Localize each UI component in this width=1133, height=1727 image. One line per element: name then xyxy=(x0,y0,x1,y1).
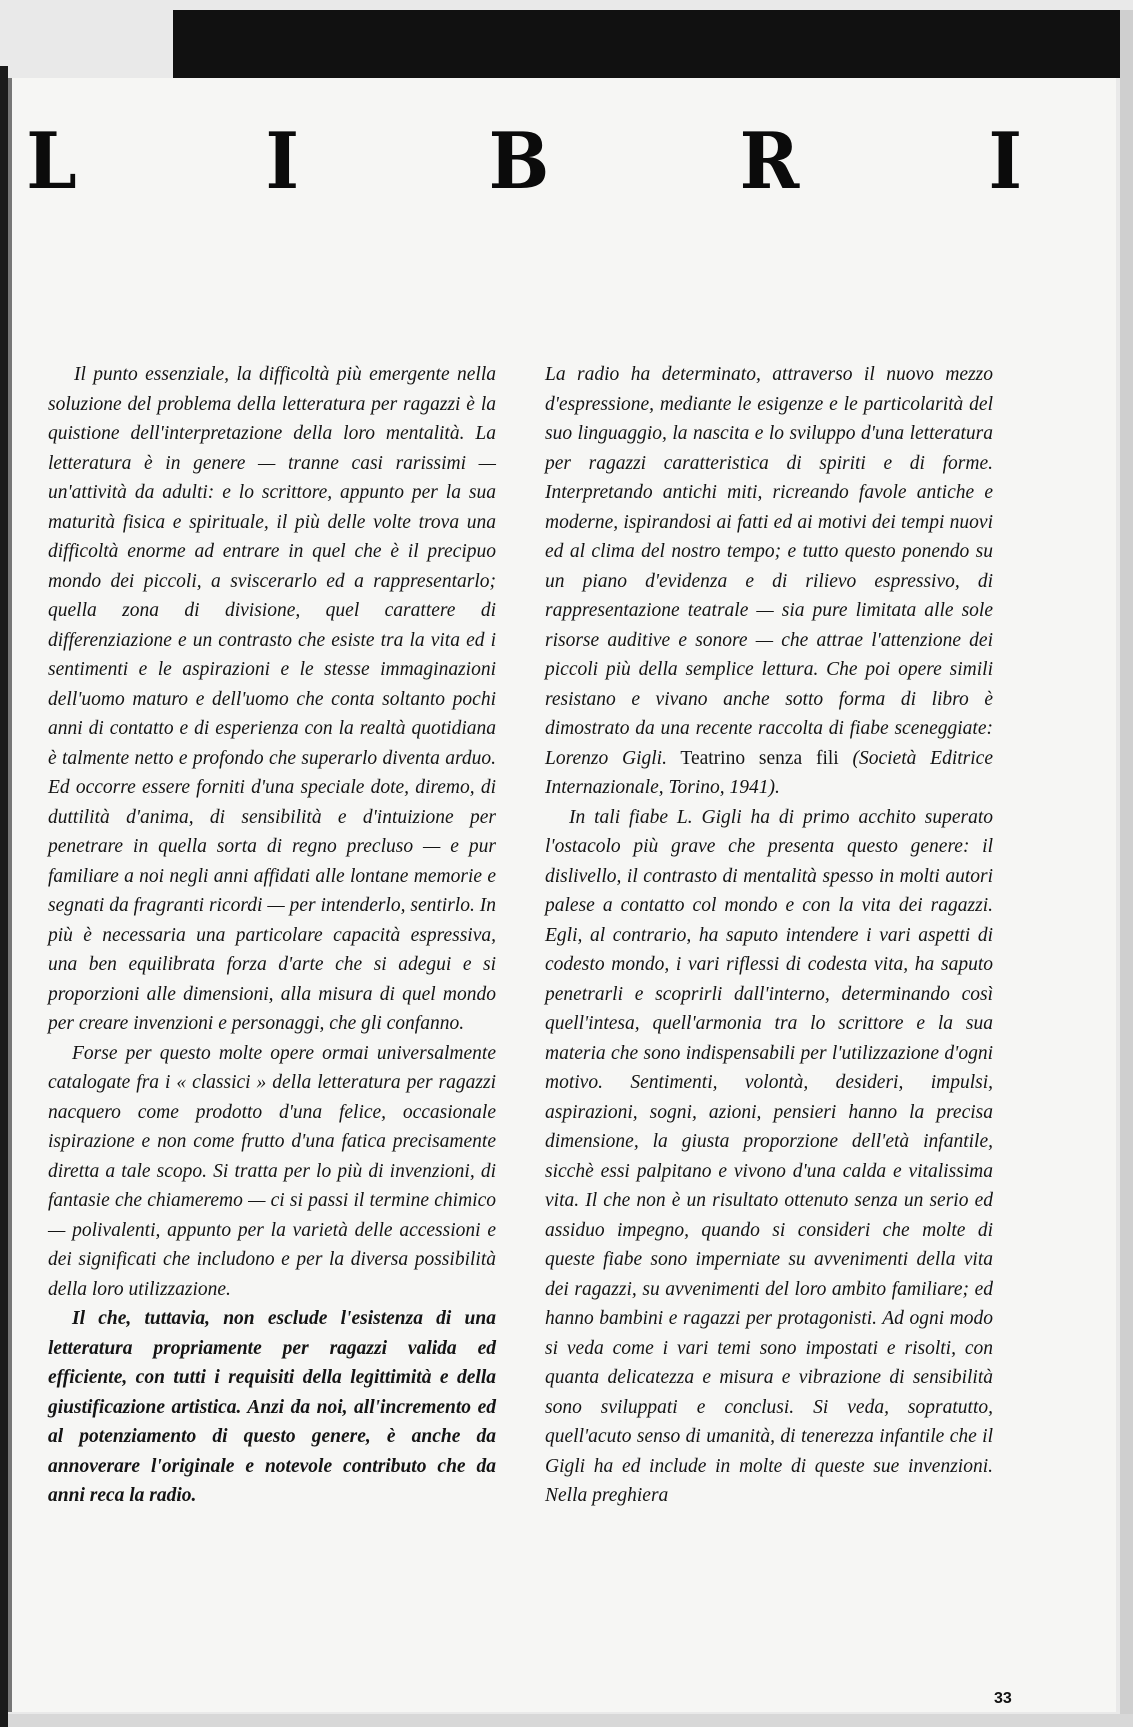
left-column xyxy=(48,360,496,1511)
heading-letter: B xyxy=(488,116,550,207)
right-column xyxy=(545,360,993,1511)
page-number: 33 xyxy=(994,1690,1012,1707)
book-publisher: (Società Editrice Internazionale, Torino, 1941). xyxy=(545,747,993,798)
book-author: Lorenzo Gigli. xyxy=(545,747,667,769)
scan-right-edge xyxy=(1120,10,1133,1727)
right-paragraph-1 xyxy=(545,360,993,803)
heading-letter: R xyxy=(739,116,800,207)
right-paragraph-1-text: La radio ha determinato, attraverso il nuovo mezzo d'espressione, mediante le esigenze e le particolarità del suo linguaggio, la nascita e lo sviluppo d'una letteratura per ragazzi caratteristica di spiriti e di forme. Interpretando antichi miti, ricreando favole antiche e moderne, ispirandosi ai fatti ed ai motivi dei tempi nuovi ed al clima del nostro tempo; e tutto questo ponendo su un piano d'evidenza e di rilievo espressivo, di rappresentazione teatrale — sia pure limitata alle sole risorse auditive e sonore — che attrae l'attenzione dei piccoli più della semplice lettura. Che poi opere simili resistano e vivano anche sotto forma di libro è dimostrato da una recente raccolta di fiabe sceneggiate: xyxy=(545,364,993,739)
section-heading xyxy=(24,112,1024,212)
left-paragraph-2: Forse per questo molte opere ormai universalmente catalogate fra i « classici » della letteratura per ragazzi nacquero come prodotto d'una felice, occasionale ispirazione e non come frutto d'una fatica precisamente diretta a tale scopo. Si tratta per lo più di invenzioni, di fantasie che chiameremo — ci si passi il termine chimico — polivalenti, appunto per la varietà delle accessioni e dei significati che includono e per la diversa possibilità della loro utilizzazione. xyxy=(48,1042,496,1300)
book-title: Teatrino senza fili xyxy=(666,747,853,769)
scan-bottom-edge xyxy=(0,1714,1133,1727)
right-paragraph-2: In tali fiabe L. Gigli ha di primo acchito superato l'ostacolo più grave che presenta questo genere: il dislivello, il contrasto di mentalità spesso in molti autori palese a contatto col mondo e con la vita dei ragazzi. Egli, al contrario, ha saputo intendere i vari aspetti di codesto mondo, i vari riflessi di codesta vita, ha saputo penetrarli e scoprirli dall'interno, determinando così quell'intesa, quell'armonia tra lo scrittore e la sua materia che sono indispensabili per l'utilizzazione d'ogni motivo. Sentimenti, volontà, desideri, impulsi, aspirazioni, sogni, azioni, pensieri hanno la precisa dimensione, la giusta proporzione dell'età infantile, sicchè essi palpitano e vivono d'una calda e vitalissima vita. Il che non è un risultato ottenuto senza un serio ed assiduo impegno, quando si consideri che molte di queste fiabe sono imperniate su avvenimenti della vita dei ragazzi, su avvenimenti del loro ambito familiare; ed hanno bambini e ragazzi per protagonisti. Ad ogni modo si veda come i vari temi sono impostati e risolti, con quanta delicatezza e misura e vibrazione di sensibilità sono sviluppati e conclusi. Si veda, sopratutto, quell'acuto senso di umanità, di tenerezza infantile che il Gigli ha ed include in molte di queste sue invenzioni. Nella preghiera xyxy=(545,806,993,1506)
left-paragraph-3: Il che, tuttavia, non esclude l'esistenza di una letteratura propriamente per ragazzi valida ed efficiente, con tutti i requisiti della legittimità e della giustificazione artistica. Anzi da noi, all'incremento ed al potenziamento di questo genere, è anche da annoverare l'originale e notevole contributo che da anni reca la radio. xyxy=(48,1308,496,1506)
scan-left-edge xyxy=(0,66,8,1727)
heading-letter: I xyxy=(265,116,300,207)
heading-letter: I xyxy=(988,116,1023,207)
heading-letter: L xyxy=(26,116,77,207)
scan-top-bar xyxy=(173,10,1120,78)
sheet-left-line xyxy=(8,78,12,1712)
left-paragraph-1: Il punto essenziale, la difficoltà più emergente nella soluzione del problema della letteratura per ragazzi è la quistione dell'interpretazione della loro mentalità. La letteratura è in genere — tranne casi rarissimi — un'attività da adulti: e lo scrittore, appunto per la sua maturità fisica e spirituale, il più delle volte trova una difficoltà enorme ad entrare in quel che è il precipuo mondo dei piccoli, a sviscerarlo ed a rappresentarlo; quella zona di divisione, quel carattere di differenziazione e un contrasto che esiste tra la vita ed i sentimenti e le aspirazioni e le stesse immaginazioni dell'uomo maturo e dell'uomo che conta soltanto pochi anni di contatto e di esperienza con la realtà quotidiana è talmente netto e profondo che superarlo diventa arduo. Ed occorre essere forniti d'una speciale dote, diremo, di duttilità d'anima, di sensibilità e d'intuizione per penetrare in quella sorta di regno precluso — e pur familiare a noi negli anni affidati alle lontane memorie e segnati da fragranti ricordi — per intenderlo, sentirlo. In più è necessaria una particolare capacità espressiva, una ben equilibrata forza d'arte che si adegui e si proporzioni alle dimensioni, alla misura di quel mondo per creare invenzioni e personaggi, che gli confanno. xyxy=(48,364,496,1034)
